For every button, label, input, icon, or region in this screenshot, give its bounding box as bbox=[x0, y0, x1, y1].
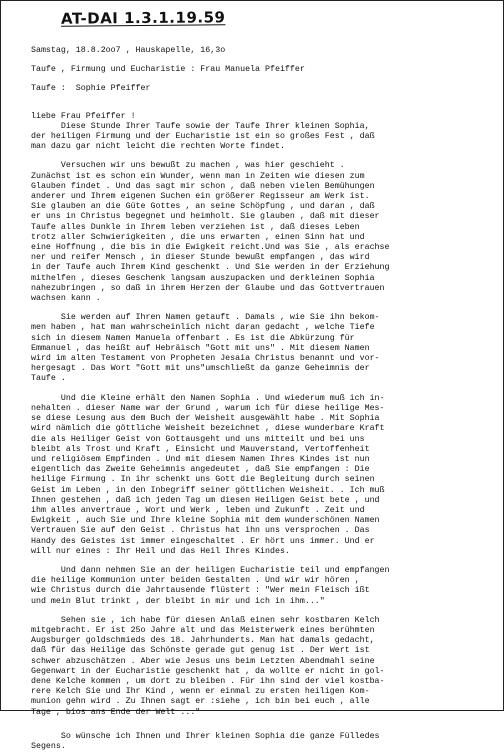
paragraph-eucharist: Und dann nehmen Sie an der heiligen Eucharistie teil und empfangen die heilige Kommunion unter beiden Gestalten . Und wir wir hören , wie Christus durch die Jahrtausende flüstert : "Wer mein Fleisch ißt und mein Blut trinkt , der bleibt in mir und ich in ihm..." bbox=[31, 565, 390, 606]
archive-stamp: AT-DAI 1.3.1.19.59 bbox=[60, 8, 226, 28]
closing-blessing: So wünsche ich Ihnen und Ihrer kleinen Sophia die ganze Fülledes Segens. bbox=[31, 731, 380, 751]
paragraph-name-manuela: Sie werden auf Ihren Namen getauft . Damals , wie Sie ihn bekom- men haben , hat man wahrscheinlich nicht daran gedacht , welche Tiefe sich in diesem Namen Manuela offenbart . Es ist die Abkürzung für Emmanuel , das heißt auf Hebräisch "Gott mit uns" . Mit diesem Namen wird im alten Testament von Propheten Jesaia Christus benannt und vor- hergesagt . Das Wort "Gott mit uns"umschließt da ganze Geheimnis der Taufe . bbox=[31, 313, 380, 384]
paragraph-name-sophia: Und die Kleine erhält den Namen Sophia . Und wiederum muß ich in- nehalten . dieser Name war der Grund , warum ich für diese heilige Mes- se diese Lesung aus dem Buch der Weisheit ausgewählt habe . Mit Sophia wird nämlich die göttliche Weisheit bezeichnet , diese wunderbare Kraft die als Heiliger Geist von Gottausgeht und uns mitteilt und bei uns bleibt als Trost und Kraft , Einsicht und Mauverstand, Vertoffenheit und religiösem Empfinden . Und mit diesem Namen Ihres Kindes ist nun eigentlich das Zweite Geheimnis angedeutet , daß Sie empfangen : Die heilige Firmung . In ihr schenkt uns Gott die Begleitung durch seinen Geist im Leben , in den Inbegriff seiner göttlichen Weisheit. . Ich muß Ihnen gestehen , daß ich jeden Tag um diesen Heiligen Geist bete , und ihm alles anvertraue , Wort und Werk , leben und Zukunft . Zeit und Ewigkeit , auch Sie und Ihre kleine Sophia mit dem wunderschönen Namen Vertrauen Sie auf den Geist . Christus hat ihn uns versprochen . Das Handy des Geistes ist immer eingeschaltet . Er hört uns immer. Und er will nur eines : Ihr Heil und das Heil Ihres Kindes. bbox=[31, 393, 385, 556]
greeting: liebe Frau Pfeiffer ! bbox=[31, 111, 136, 121]
paragraph-chalice: Sehen sie , ich habe für diesen Anlaß einen sehr kostbaren Kelch mitgebracht. Er ist 25o Jahre alt und das Meisterwerk eines berühmten Augsburger goldschmieds des 18. Jahrhunderts. Man hat damals gedacht, daß für das Heilige das Schönste gerade gut genug ist . Der Wert ist schwer abzuschätzen . Aber wie Jesus uns beim Letzten Abendmahl seine Gegenwart in der Eucharistie geschenkt hat , da wollte er nicht in gol- dene Kelche kommen , um dort zu bleiben . Für ihn sind der viel kostba- rere Kelch Sie und Ihr Kind , wenn er einmal zu ersten heiligen Kom- munion gehn wird . Zu Ihnen sagt er :siehe , ich bin bei euch , alle Tage , bios ans Ende der Welt ..." bbox=[31, 615, 385, 717]
date-line: Samstag, 18.8.2oo7 , Hauskapelle, 16,3o bbox=[31, 46, 226, 55]
letter-body bbox=[31, 46, 497, 752]
paragraph-faith: Versuchen wir uns bewußt zu machen , was hier geschieht . Zunächst ist es schon ein Wunder, wenn man in Zeiten wie diesen zum Glauben findet . Und das sagt mir schon , daß neben vielen Bemühungen anderer und Ihrem eigenen Suchen ein größerer Regisseur am Werk ist. Sie glauben an die Güte Gottes , an seine Schöpfung , und daran , daß er uns in Christus begegnet und heimholt. Sie glauben , daß mit dieser Taufe alles Dunkle in Ihrem leben verziehen ist , daß dieses Leben trotz aller Schwierigkeiten , die uns erwarten , einen Sinn hat und eine Hoffnung , die bis in die Ewigkeit reicht.Und was Sie , als erachse ner und reifer Mensch , in dieser Stunde bewußt empfangen , das wird in der Taufe auch Ihrem Kind geschenkt . Und Sie werden in der Erziehung mithelfen , dieses Geschenk langsam auszupacken und derkleinen Sophia nahezubringen , so daß in ihrem Herzen der Glaube und das Gottvertrauen wachsen kann . bbox=[31, 161, 390, 304]
baptism-line: Taufe : Sophie Pfeiffer bbox=[31, 84, 151, 94]
occasion-line: Taufe , Firmung und Eucharistie : Frau Manuela Pfeiffer bbox=[31, 65, 305, 75]
paragraph-intro: Diese Stunde Ihrer Taufe sowie der Taufe Ihrer kleinen Sophia, der heiligen Firmung und der Eucharistie ist ein so großes Fest , daß man dazu gar nicht leicht die rechten Worte findet. bbox=[31, 121, 375, 152]
